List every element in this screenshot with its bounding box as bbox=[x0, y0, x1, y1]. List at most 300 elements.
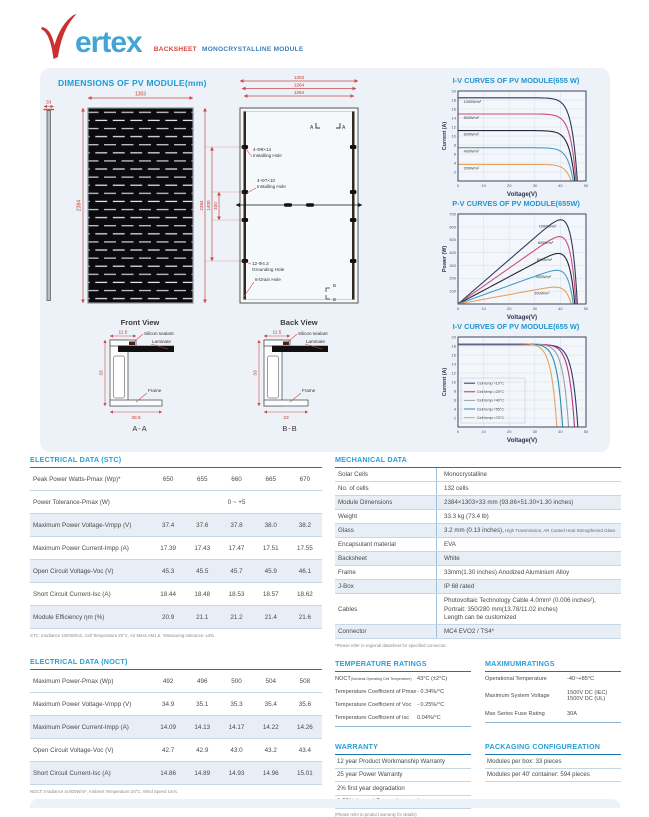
row-label: Maximum Power-Pmax (Wp) bbox=[33, 677, 114, 685]
y-tick-label: 300 bbox=[449, 262, 456, 268]
front-view bbox=[77, 92, 194, 328]
iv-curves-irradiance-chart bbox=[428, 76, 604, 199]
row-value: 496 bbox=[197, 677, 208, 685]
table-row bbox=[335, 625, 621, 639]
row-value: 504 bbox=[265, 677, 276, 685]
header bbox=[40, 8, 304, 60]
row-value bbox=[417, 715, 471, 721]
value-line: 1500V DC (IEC) bbox=[567, 690, 608, 696]
x-tick-label: 30 bbox=[532, 183, 538, 188]
table-row bbox=[335, 685, 471, 698]
series-label: 200W/m² bbox=[534, 291, 550, 296]
x-tick-label: 0 bbox=[456, 306, 460, 311]
row-value bbox=[417, 702, 471, 708]
row-value bbox=[567, 711, 621, 717]
row-value: 15.01 bbox=[297, 769, 313, 777]
table-row bbox=[30, 670, 322, 693]
row-value bbox=[437, 510, 621, 523]
y-tick-label: 100 bbox=[449, 288, 456, 294]
electrical-stc-title: ELECTRICAL DATA (STC) bbox=[30, 452, 322, 468]
value-line: 30A bbox=[567, 710, 577, 717]
table-row bbox=[335, 698, 471, 711]
mechanical-title: MECHANICAL DATA bbox=[335, 452, 621, 468]
section-mark-b-top: B bbox=[333, 283, 337, 288]
row-value bbox=[437, 538, 621, 551]
electrical-noct-title: ELECTRICAL DATA (NOCT) bbox=[30, 654, 322, 670]
value-line: 0.04%/°C bbox=[417, 714, 441, 721]
y-tick-label: 2 bbox=[453, 169, 456, 175]
row-value: 500 bbox=[231, 677, 242, 685]
list-item: 12 year Product Workmanship Warranty bbox=[335, 755, 471, 769]
section-dim-top: 11.5 bbox=[272, 330, 282, 336]
table-row bbox=[335, 468, 621, 482]
value-line: MC4 EVO2 / TS4* bbox=[444, 628, 495, 635]
x-tick-label: 10 bbox=[481, 183, 486, 188]
x-tick-label: 40 bbox=[558, 183, 563, 188]
series-label: 400W/m² bbox=[463, 149, 480, 154]
mechanical-column bbox=[335, 452, 621, 817]
side-thickness-dim: 33 bbox=[46, 100, 52, 106]
section-mark-a-right: A bbox=[342, 125, 346, 131]
side-profile bbox=[44, 100, 55, 301]
y-tick-label: 18 bbox=[451, 343, 456, 349]
section-dim-height: 33 bbox=[99, 370, 105, 376]
row-value bbox=[437, 524, 621, 537]
row-value: 14.93 bbox=[228, 769, 245, 777]
row-label: No. of cells bbox=[335, 482, 437, 495]
row-value bbox=[437, 594, 621, 624]
iv-curves-plot bbox=[441, 87, 591, 199]
temperature-ratings-title: TEMPERATURE RATINGS bbox=[335, 656, 471, 672]
x-tick-label: 10 bbox=[481, 306, 486, 311]
row-value: 508 bbox=[299, 677, 311, 685]
row-value: 14.96 bbox=[262, 769, 279, 777]
x-axis-label: Voltage(V) bbox=[506, 191, 538, 198]
series-label: 1000W/m² bbox=[538, 224, 557, 229]
value-note: High Transmission, AR Coated Heat Strengthened Glass bbox=[503, 528, 616, 533]
row-value: 43.0 bbox=[230, 746, 243, 754]
row-label: Operational Temperature bbox=[485, 675, 547, 682]
row-value: 20.9 bbox=[161, 613, 175, 621]
row-value: 42.9 bbox=[196, 746, 209, 754]
value-line: 43°C (±2°C) bbox=[417, 675, 448, 682]
row-label: Short Circuit Current-Isc (A) bbox=[33, 769, 111, 777]
callout-drain-hole: 8-Drain Hole bbox=[255, 277, 281, 282]
row-value: 35.1 bbox=[196, 700, 209, 708]
list-item: Modules per 40' container: 594 pieces bbox=[485, 769, 621, 783]
table-row bbox=[30, 739, 322, 762]
row-value bbox=[417, 676, 471, 682]
y-tick-label: 400 bbox=[449, 249, 456, 255]
value-line: Photovoltaic Technology Cable 4.0mm² (0.006 inches²), bbox=[444, 597, 596, 604]
front-height-dim: 2384 bbox=[76, 199, 83, 212]
row-value: 14.09 bbox=[160, 723, 176, 731]
table-row bbox=[485, 672, 621, 685]
row-value: 650 bbox=[162, 475, 174, 483]
iv-curves-temp-plot bbox=[441, 333, 591, 445]
subtitle-module-type: MONOCRYSTALLINE MODULE bbox=[201, 46, 304, 53]
maximum-ratings bbox=[485, 656, 621, 727]
y-tick-label: 700 bbox=[449, 211, 456, 217]
list-item: 2% first year degradation bbox=[335, 782, 471, 796]
maximum-ratings-title: MAXIMUMRATINGS bbox=[485, 656, 621, 672]
row-value bbox=[417, 689, 471, 695]
row-label: Peak Power Watts-Pmax (Wp)* bbox=[33, 475, 121, 483]
callout-laminate: Laminate bbox=[306, 339, 325, 344]
row-label: NOCT(Nominal Operating Cell Temperature) bbox=[335, 675, 412, 682]
vertex-logo bbox=[40, 14, 142, 60]
row-label: Glass bbox=[335, 524, 437, 537]
table-row bbox=[485, 685, 621, 707]
row-value: 34.9 bbox=[161, 700, 175, 708]
warranty-title: WARRANTY bbox=[335, 739, 471, 755]
table-row bbox=[335, 580, 621, 594]
value-line: - 0.25%/°C bbox=[417, 701, 445, 708]
value-line: 3.2 mm (0.13 inches), High Transmission, AR Coated Heat Strengthened Glass bbox=[444, 527, 616, 534]
row-label: Short Circuit Current-Isc (A) bbox=[33, 590, 111, 598]
table-row bbox=[335, 510, 621, 524]
section-aa-diagram bbox=[99, 330, 175, 434]
row-value: 46.1 bbox=[298, 567, 312, 575]
row-value: 665 bbox=[265, 475, 276, 483]
series-label: 1000W/m² bbox=[463, 99, 482, 104]
row-label: Maximum Power Voltage-Vmpp (V) bbox=[33, 521, 132, 529]
section-mark-b-bottom: B bbox=[333, 297, 337, 302]
row-label: Solar Cells bbox=[335, 468, 437, 481]
dimensions-panel bbox=[40, 68, 610, 452]
row-label: Cables bbox=[335, 594, 437, 624]
row-value: 37.8 bbox=[230, 521, 243, 529]
callout-laminate: Laminate bbox=[152, 339, 171, 344]
section-dim-height: 33 bbox=[253, 370, 259, 376]
mechanical-footnote: *Please refer to regional datasheet for specified connector. bbox=[335, 643, 447, 648]
y-tick-label: 20 bbox=[451, 334, 456, 340]
table-row bbox=[30, 762, 322, 785]
table-row bbox=[335, 482, 621, 496]
value-line: 2384×1303×33 mm (93.86×51.30×1.30 inches) bbox=[444, 499, 574, 506]
row-value: 35.4 bbox=[264, 700, 277, 708]
row-value: 42.7 bbox=[161, 746, 175, 754]
row-value bbox=[437, 468, 621, 481]
row-value: 492 bbox=[162, 677, 174, 685]
chart-title-iv: I-V CURVES OF PV MODULE(655 W) bbox=[452, 76, 580, 85]
back-dim-hole-inner: 400 bbox=[212, 202, 218, 210]
x-tick-label: 50 bbox=[583, 306, 589, 311]
dimensions-title: DIMENSIONS OF PV MODULE(mm) bbox=[58, 78, 207, 88]
row-value: 0 ~ +5 bbox=[227, 498, 246, 506]
row-value bbox=[437, 552, 621, 565]
x-tick-label: 20 bbox=[506, 306, 512, 311]
x-tick-label: 40 bbox=[558, 306, 563, 311]
row-value: 35.6 bbox=[298, 700, 312, 708]
legend-label: Cell temp.=40°C bbox=[477, 398, 504, 403]
chart-title-iv-temp: I-V CURVES OF PV MODULE(655 W) bbox=[452, 322, 580, 331]
packaging-list bbox=[485, 755, 621, 782]
callout-sealant: Silicon sealant bbox=[298, 331, 328, 336]
value-line: EVA bbox=[444, 541, 456, 548]
series-label: 600W/m² bbox=[463, 132, 480, 137]
x-tick-label: 10 bbox=[481, 429, 486, 434]
value-line: - 0.34%/°C bbox=[417, 688, 445, 695]
front-width-dim: 1303 bbox=[134, 91, 147, 98]
table-row bbox=[30, 606, 322, 629]
y-tick-label: 4 bbox=[453, 406, 456, 412]
row-value bbox=[567, 690, 621, 702]
row-value: 660 bbox=[231, 475, 242, 483]
maximum-ratings-table bbox=[485, 672, 621, 723]
back-dim-mid: 1264 bbox=[293, 82, 305, 88]
table-row bbox=[30, 468, 322, 491]
table-row bbox=[335, 496, 621, 510]
x-tick-label: 20 bbox=[506, 429, 512, 434]
noct-footnote: NOCT: Irradiance at 800W/m², Ambient Temperature 20°C, Wind Speed 1m/s. bbox=[30, 789, 179, 794]
electrical-noct-table bbox=[30, 670, 322, 785]
row-label: Maximum Power Current-Impp (A) bbox=[33, 723, 129, 731]
callout-installing-hole-2b: Installing Hole bbox=[257, 184, 286, 189]
row-label: Open Circuit Voltage-Voc (V) bbox=[33, 567, 114, 575]
vertex-check-icon bbox=[40, 14, 78, 60]
series-label: 800W/m² bbox=[463, 115, 480, 120]
row-label: J-Box bbox=[335, 580, 437, 593]
row-value: 14.26 bbox=[297, 723, 313, 731]
row-value: 45.7 bbox=[230, 567, 243, 575]
y-axis-label: Current (A) bbox=[442, 121, 448, 151]
table-row bbox=[335, 672, 471, 685]
temperature-ratings-table bbox=[335, 672, 471, 727]
row-label: Backsheet bbox=[335, 552, 437, 565]
label-note: (Nominal Operating Cell Temperature) bbox=[350, 676, 412, 681]
back-dim-outer: 1303 bbox=[293, 74, 305, 80]
subtitle-backsheet: BACKSHEET bbox=[153, 46, 197, 53]
y-tick-label: 14 bbox=[451, 361, 456, 367]
row-value: 14.13 bbox=[194, 723, 211, 731]
x-tick-label: 0 bbox=[456, 183, 460, 188]
y-tick-label: 8 bbox=[453, 388, 456, 394]
legend-label: Cell temp.=25°C bbox=[477, 390, 504, 395]
value-line: Monocrystalline bbox=[444, 471, 487, 478]
back-dim-inner: 1264 bbox=[293, 89, 305, 95]
row-value: 43.2 bbox=[264, 746, 277, 754]
legend-label: Cell temp.=70°C bbox=[477, 415, 504, 420]
legend-label: Cell temp.=55°C bbox=[477, 407, 504, 412]
callout-installing-hole-1b: Installing Hole bbox=[253, 153, 282, 158]
list-item: Modules per box: 33 pieces bbox=[485, 755, 621, 769]
row-value: 35.3 bbox=[230, 700, 243, 708]
row-label: Maximum Power Voltage-Vmpp (V) bbox=[33, 700, 132, 708]
table-row bbox=[335, 594, 621, 625]
callout-grounding-hole: 12-Φ4.3 bbox=[252, 261, 269, 266]
electrical-column bbox=[30, 452, 322, 810]
pv-curves-chart bbox=[428, 199, 604, 322]
module-subtitle bbox=[154, 46, 304, 53]
table-row bbox=[30, 491, 322, 514]
row-value bbox=[437, 566, 621, 579]
y-tick-label: 10 bbox=[451, 133, 456, 139]
y-tick-label: 2 bbox=[453, 415, 456, 421]
section-dim-bottom: 28.5 bbox=[131, 416, 141, 421]
y-tick-label: 200 bbox=[449, 275, 456, 281]
y-tick-label: 8 bbox=[453, 142, 456, 148]
table-row bbox=[30, 693, 322, 716]
y-tick-label: 600 bbox=[449, 224, 456, 230]
row-label: Temperature Coefficient of Pmax bbox=[335, 688, 417, 695]
row-value: 37.6 bbox=[196, 521, 209, 529]
y-tick-label: 14 bbox=[451, 115, 456, 121]
value-line: IP 68 rated bbox=[444, 583, 475, 590]
row-value: 17.43 bbox=[194, 544, 211, 552]
row-value: 14.89 bbox=[194, 769, 211, 777]
front-view-label: Front View bbox=[120, 318, 160, 327]
callout-grounding-hole-b: Grounding Hole bbox=[252, 267, 285, 272]
row-value: 21.2 bbox=[230, 613, 243, 621]
row-label: Weight bbox=[335, 510, 437, 523]
table-row bbox=[30, 514, 322, 537]
callout-sealant: Silicon sealant bbox=[144, 331, 174, 336]
row-value: 17.47 bbox=[228, 544, 245, 552]
back-view bbox=[199, 75, 362, 327]
x-tick-label: 50 bbox=[583, 183, 589, 188]
section-mark-a-left: A bbox=[310, 125, 314, 131]
back-dim-height: 2384 bbox=[198, 200, 204, 211]
row-value: 21.1 bbox=[196, 613, 209, 621]
back-view-label: Back View bbox=[280, 318, 318, 327]
row-label: Power Tolerance-Pmax (W) bbox=[33, 498, 110, 506]
row-value bbox=[437, 625, 621, 638]
callout-frame: Frame bbox=[302, 388, 316, 393]
table-row bbox=[485, 707, 621, 720]
y-tick-label: 10 bbox=[451, 379, 456, 385]
x-tick-label: 0 bbox=[456, 429, 460, 434]
x-tick-label: 40 bbox=[558, 429, 563, 434]
dimensions-diagram bbox=[40, 68, 428, 452]
row-value: 14.17 bbox=[228, 723, 245, 731]
series-label: 600W/m² bbox=[536, 257, 553, 262]
callout-installing-hole-2: 4-Φ7×10 bbox=[257, 178, 276, 183]
row-label: Connector bbox=[335, 625, 437, 638]
row-value: 45.3 bbox=[161, 567, 175, 575]
x-axis-label: Voltage(V) bbox=[506, 314, 538, 321]
temperature-ratings bbox=[335, 656, 471, 727]
value-line: 1500V DC (UL) bbox=[567, 696, 606, 702]
row-value: 18.53 bbox=[228, 590, 245, 598]
row-label: Module Dimensions bbox=[335, 496, 437, 509]
y-tick-label: 16 bbox=[451, 352, 456, 358]
section-dim-top: 11.5 bbox=[118, 330, 128, 336]
row-label: Frame bbox=[335, 566, 437, 579]
row-label: Module Efficiency ηm (%) bbox=[33, 613, 105, 621]
y-tick-label: 6 bbox=[453, 397, 456, 403]
row-value bbox=[437, 482, 621, 495]
row-value: 17.51 bbox=[262, 544, 279, 552]
value-line: 33.3 kg (73.4 lb) bbox=[444, 513, 489, 520]
y-axis-label: Power (W) bbox=[442, 245, 448, 273]
x-tick-label: 30 bbox=[532, 429, 538, 434]
y-tick-label: 12 bbox=[451, 370, 456, 376]
row-label: Open Circuit Voltage-Voc (V) bbox=[33, 746, 114, 754]
list-item: 25 year Power Warranty bbox=[335, 769, 471, 783]
value-line: 132 cells bbox=[444, 485, 469, 492]
back-dim-hole-span: 1400 bbox=[205, 200, 211, 211]
packaging-title: PACKAGING CONFIGUREATION bbox=[485, 739, 621, 755]
row-value: 21.6 bbox=[298, 613, 312, 621]
row-value: 17.39 bbox=[160, 544, 176, 552]
next-panel-edge bbox=[30, 799, 620, 808]
y-tick-label: 500 bbox=[449, 237, 456, 243]
table-row bbox=[30, 537, 322, 560]
table-row bbox=[30, 716, 322, 739]
pv-curves-plot bbox=[441, 210, 591, 322]
y-tick-label: 18 bbox=[451, 97, 456, 103]
row-value: 14.22 bbox=[262, 723, 279, 731]
row-label: Temperature Coefficient of Voc bbox=[335, 701, 412, 708]
table-row bbox=[335, 566, 621, 580]
chart-title-pv: P-V CURVES OF PV MODULE(655W) bbox=[452, 199, 580, 208]
y-tick-label: 12 bbox=[451, 124, 456, 130]
row-value: 17.55 bbox=[297, 544, 313, 552]
row-value: 21.4 bbox=[264, 613, 277, 621]
table-row bbox=[335, 552, 621, 566]
section-label: B-B bbox=[282, 424, 298, 433]
table-row bbox=[30, 560, 322, 583]
series-label: 200W/m² bbox=[463, 166, 480, 171]
x-tick-label: 20 bbox=[506, 183, 512, 188]
row-value bbox=[437, 580, 621, 593]
ratings-pair bbox=[335, 656, 621, 727]
y-tick-label: 6 bbox=[453, 151, 456, 157]
table-row bbox=[335, 711, 471, 724]
value-line: Length can be customized bbox=[444, 614, 517, 621]
row-value: 38.2 bbox=[298, 521, 312, 529]
row-value: 18.57 bbox=[262, 590, 279, 598]
section-dim-bottom: 23 bbox=[283, 416, 289, 421]
stc-footnote: STC: Irradiance 1000W/m2, Cell Temperature 25°C, Air Mass AM1.5. *Measuring tolerance: ±3%. bbox=[30, 633, 216, 638]
row-label: Maximum Power Current-Impp (A) bbox=[33, 544, 129, 552]
callout-frame: Frame bbox=[148, 388, 162, 393]
row-value: 18.48 bbox=[194, 590, 211, 598]
row-value: 43.4 bbox=[298, 746, 312, 754]
series-label: 800W/m² bbox=[537, 241, 554, 246]
legend-label: Cell temp.=10°C bbox=[477, 381, 504, 386]
row-value: 14.86 bbox=[160, 769, 176, 777]
row-label: Temperature Coefficient of Isc bbox=[335, 714, 410, 721]
row-value: 37.4 bbox=[161, 521, 175, 529]
row-value: 18.62 bbox=[297, 590, 313, 598]
y-tick-label: 4 bbox=[453, 160, 456, 166]
row-value: 670 bbox=[299, 475, 311, 483]
value-line: White bbox=[444, 555, 460, 562]
section-bb-diagram bbox=[253, 330, 329, 434]
section-label: A-A bbox=[132, 424, 148, 433]
logo-text: ertex bbox=[75, 26, 142, 59]
value-line: -40~+85°C bbox=[567, 675, 595, 682]
row-label: Max Series Fuse Rating bbox=[485, 710, 545, 717]
y-tick-label: 20 bbox=[451, 88, 456, 94]
table-row bbox=[335, 538, 621, 552]
row-value: 45.9 bbox=[264, 567, 277, 575]
row-value: 18.44 bbox=[160, 590, 176, 598]
iv-curves-temperature-chart bbox=[428, 322, 604, 445]
callout-installing-hole-1: 4-Φ9×14 bbox=[253, 147, 272, 152]
y-tick-label: 16 bbox=[451, 106, 456, 112]
x-tick-label: 30 bbox=[532, 306, 538, 311]
value-line: 33mm(1.30 inches) Anodized Aluminium Alloy bbox=[444, 569, 570, 576]
mechanical-table bbox=[335, 468, 621, 639]
electrical-stc-table bbox=[30, 468, 322, 629]
warranty-footnote: (Please refer to product warranty for details) bbox=[335, 812, 417, 817]
row-value: 655 bbox=[197, 475, 208, 483]
row-value bbox=[437, 496, 621, 509]
row-label: Encapsulant material bbox=[335, 538, 437, 551]
